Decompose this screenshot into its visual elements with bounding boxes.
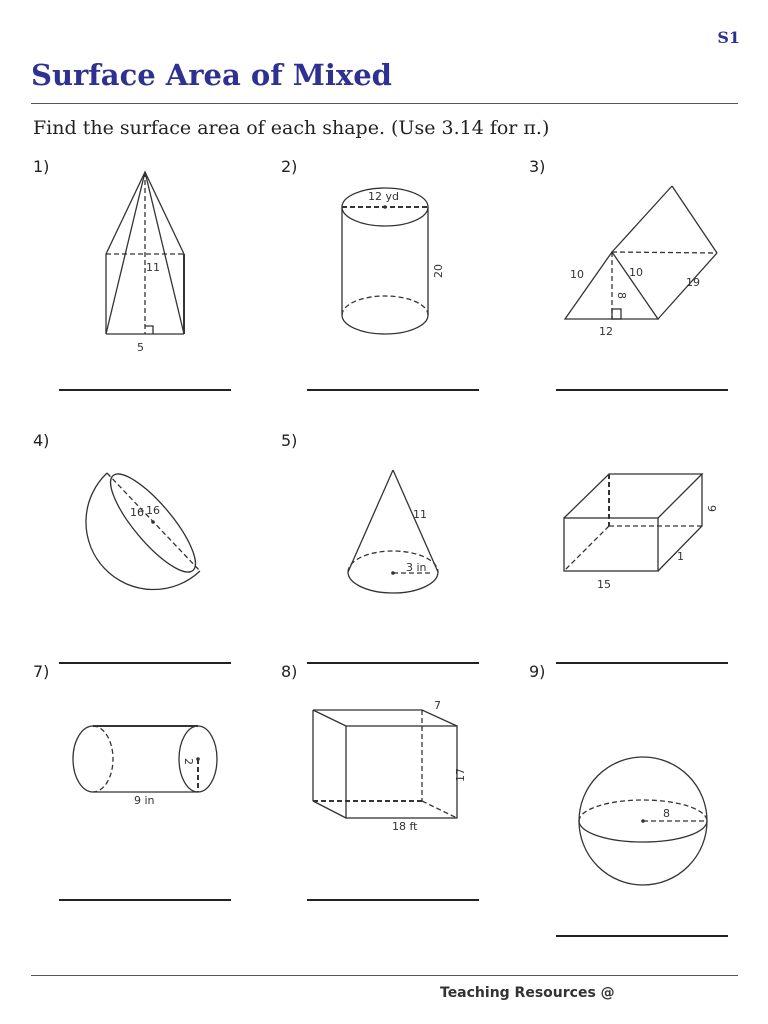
fig9-label-radius: 8 [663,807,670,820]
fig6-label-length: 15 [597,578,611,591]
answer-line-7[interactable] [59,899,231,901]
figure-cylinder [330,180,445,345]
fig5-label-slant: 11 [413,508,427,521]
fig2-label-diameter: 12 yd [368,190,399,203]
answer-line-5[interactable] [307,662,479,664]
fig2-label-height: 20 [432,264,445,278]
problem-number-9: 9) [529,662,546,681]
fig6-label-width: 1 [677,550,684,563]
fig7-label-radius: 2 [182,758,195,765]
problem-number-3: 3) [529,157,546,176]
figure-pyramid-prism [95,165,195,360]
worksheet-title: Surface Area of Mixed [31,58,392,92]
fig1-label-height: 11 [146,261,160,274]
fig8-label-depth: 7 [434,699,441,712]
answer-line-9[interactable] [556,935,728,937]
problem-number-8: 8) [281,662,298,681]
answer-line-8[interactable] [307,899,479,901]
fig4-label-b: 16 [146,504,160,517]
figure-triangular-prism [560,180,730,345]
footer-divider [31,975,738,976]
fig7-label-length: 9 in [134,794,155,807]
fig3-label-right-side: 10 [629,266,643,279]
answer-line-4[interactable] [59,662,231,664]
figure-cylinder-horizontal [65,715,225,815]
footer-text: Teaching Resources @ [440,985,615,1001]
figure-rect-prism-6 [555,465,730,595]
fig3-label-length: 19 [686,276,700,289]
answer-line-1[interactable] [59,389,231,391]
problem-number-5: 5) [281,431,298,450]
fig5-label-radius: 3 in [406,561,427,574]
fig1-label-base: 5 [137,341,144,354]
problem-number-7: 7) [33,662,50,681]
worksheet-code: S1 [717,28,740,47]
figure-sphere [570,748,720,898]
fig8-label-height: 17 [454,768,467,782]
header-divider [31,103,738,104]
figure-hemisphere [80,465,210,600]
fig3-label-base: 12 [599,325,613,338]
fig3-label-left-side: 10 [570,268,584,281]
fig3-label-height: 8 [615,292,628,299]
figure-cone [340,463,450,603]
answer-line-3[interactable] [556,389,728,391]
fig8-label-length: 18 ft [392,820,418,833]
answer-line-6[interactable] [556,662,728,664]
problem-number-4: 4) [33,431,50,450]
fig6-label-height: 9 [705,505,718,512]
answer-line-2[interactable] [307,389,479,391]
figure-rect-prism-8 [305,695,480,840]
fig4-label-a: 16 [130,506,144,519]
problem-number-1: 1) [33,157,50,176]
instructions: Find the surface area of each shape. (Use 3.14 for π.) [33,117,550,139]
problem-number-2: 2) [281,157,298,176]
